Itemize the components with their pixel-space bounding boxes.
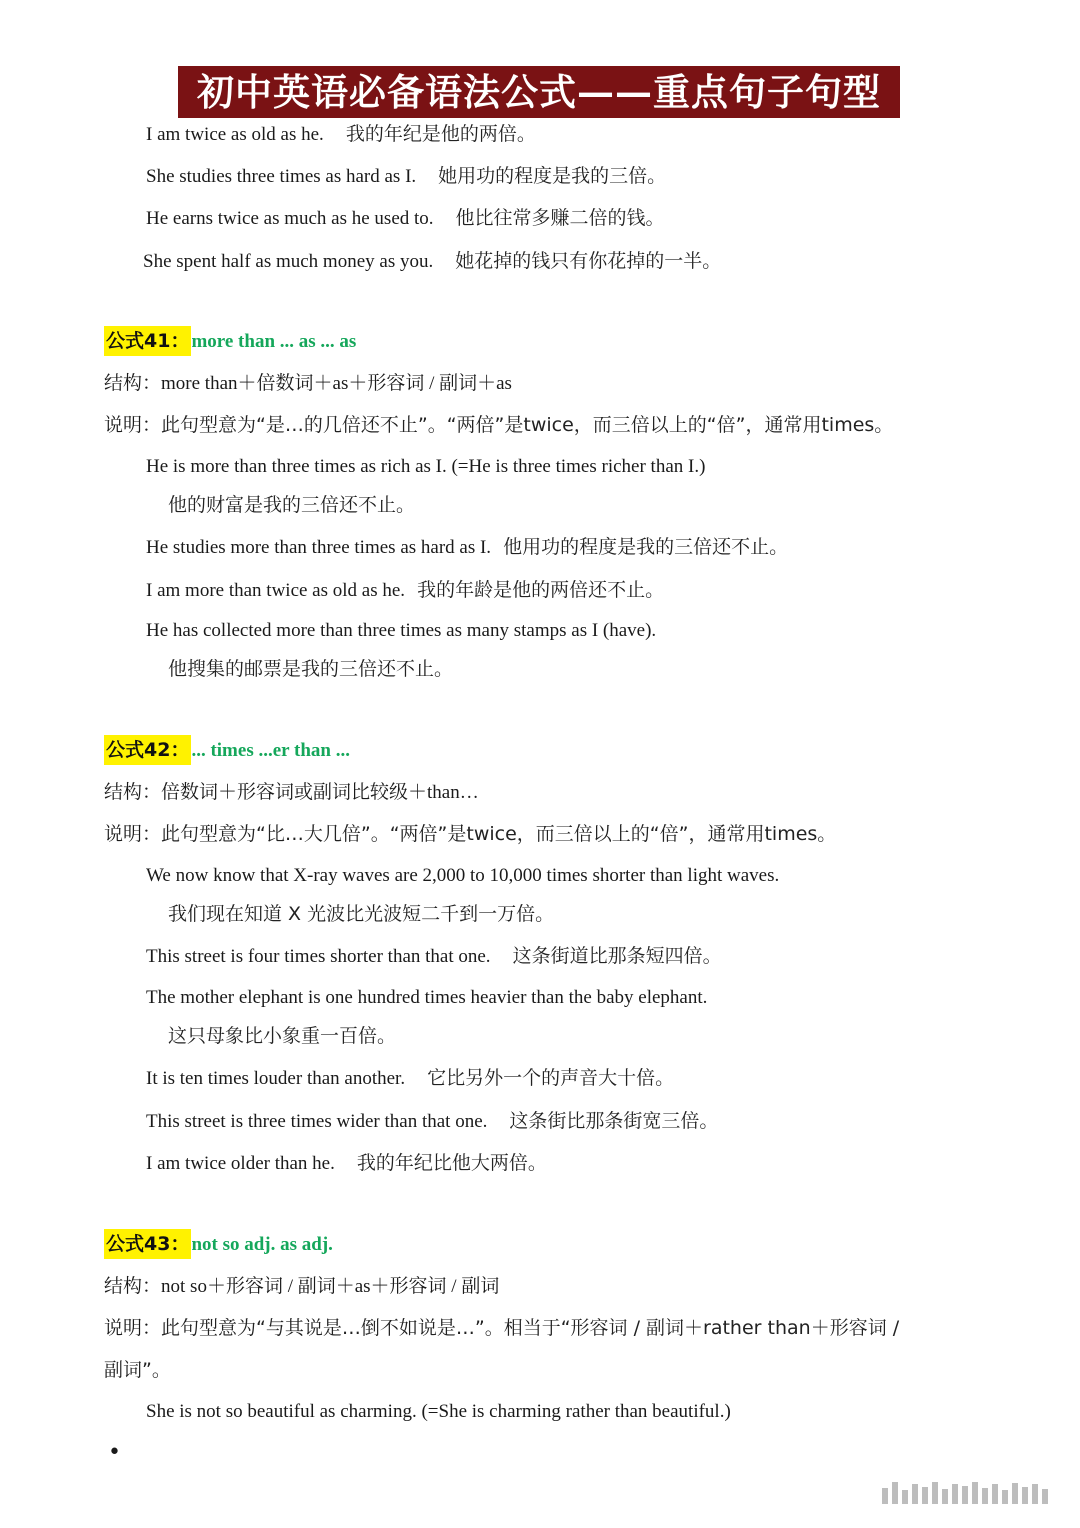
formula42-explanation: [104, 821, 836, 847]
formula42-example-3-zh: 这只母象比小象重一百倍。: [168, 1025, 397, 1047]
explain-text: 此句型意为“比…大几倍”。“两倍”是twice，而三倍以上的“倍”，通常用times。: [161, 823, 837, 845]
example-zh: 我的年纪比他大两倍。: [356, 1152, 547, 1174]
example-zh: 她花掉的钱只有你花掉的一半。: [455, 250, 722, 272]
formula42-example-4: [146, 1065, 674, 1092]
formula-pattern: not so adj. as adj.: [191, 1234, 333, 1255]
formula41-example-2: [146, 534, 788, 561]
explain-label: 说明：: [104, 1317, 162, 1339]
formula42-example-5: [146, 1108, 718, 1135]
formula41-heading: [104, 326, 356, 356]
example-en: She spent half as much money as you.: [143, 251, 434, 272]
example-zh: 她用功的程度是我的三倍。: [438, 165, 667, 187]
example-en: I am twice older than he.: [146, 1153, 335, 1174]
formula-pattern: more than ... as ... as: [191, 331, 357, 352]
watermark-icon: [880, 1478, 1060, 1508]
formula41-structure: [104, 370, 512, 397]
formula42-example-6: [146, 1150, 547, 1177]
structure-text: more than＋倍数词＋as＋形容词 / 副词＋as: [161, 373, 512, 394]
formula43-heading: [104, 1229, 333, 1259]
formula42-example-1-zh: 我们现在知道 X 光波比光波短二千到一万倍。: [168, 903, 555, 925]
explain-text: 此句型意为“是…的几倍还不止”。“两倍”是twice，而三倍以上的“倍”，通常用times。: [161, 414, 894, 436]
formula43-explanation-line2: 副词”。: [104, 1359, 171, 1381]
example-zh: 这条街道比那条短四倍。: [512, 945, 722, 967]
example-en: He earns twice as much as he used to.: [146, 208, 434, 229]
example-zh: 这条街比那条街宽三倍。: [509, 1110, 719, 1132]
formula43-structure: [104, 1273, 499, 1300]
formula42-example-2: [146, 943, 722, 970]
formula41-example-1-en: He is more than three times as rich as I. (=He is three times richer than I.): [146, 456, 706, 477]
formula41-example-1-zh: 他的财富是我的三倍还不止。: [168, 494, 416, 516]
intro-example-4: [143, 248, 721, 275]
formula42-heading: [104, 735, 350, 765]
formula-label: 公式42：: [104, 735, 191, 765]
intro-example-3: [146, 205, 665, 232]
example-en: This street is four times shorter than that one.: [146, 946, 491, 967]
example-en: This street is three times wider than that one.: [146, 1111, 488, 1132]
explain-label: 说明：: [104, 823, 162, 845]
structure-label: 结构：: [104, 372, 162, 394]
structure-text: not so＋形容词 / 副词＋as＋形容词 / 副词: [161, 1276, 500, 1297]
example-zh: 我的年龄是他的两倍还不止。: [417, 579, 665, 601]
example-en: She studies three times as hard as I.: [146, 166, 417, 187]
structure-label: 结构：: [104, 781, 162, 803]
example-zh: 他用功的程度是我的三倍还不止。: [503, 536, 789, 558]
formula-pattern: ... times ...er than ...: [191, 740, 350, 761]
example-en: He studies more than three times as hard as I.: [146, 537, 492, 558]
intro-example-2: [146, 163, 666, 190]
formula43-example-1-en: She is not so beautiful as charming. (=She is charming rather than beautiful.): [146, 1401, 731, 1422]
explain-text: 此句型意为“与其说是…倒不如说是…”。相当于“形容词 / 副词＋rather than＋形容词 /: [161, 1317, 900, 1339]
example-zh: 他比往常多赚二倍的钱。: [455, 207, 665, 229]
formula-label: 公式43：: [104, 1229, 191, 1259]
structure-label: 结构：: [104, 1275, 162, 1297]
example-zh: 我的年纪是他的两倍。: [345, 123, 536, 145]
bullet-dot: •: [108, 1440, 121, 1465]
example-en: It is ten times louder than another.: [146, 1068, 406, 1089]
page-title: 初中英语必备语法公式——重点句子句型: [178, 66, 900, 118]
explain-label: 说明：: [104, 414, 162, 436]
formula41-example-4-zh: 他搜集的邮票是我的三倍还不止。: [168, 658, 454, 680]
formula41-example-3: [146, 577, 664, 604]
example-en: I am more than twice as old as he.: [146, 580, 406, 601]
formula41-explanation: [104, 412, 893, 438]
formula43-explanation-line1: [104, 1315, 899, 1341]
formula42-example-3-en: The mother elephant is one hundred times heavier than the baby elephant.: [146, 987, 708, 1008]
formula42-structure: [104, 779, 479, 806]
structure-text: 倍数词＋形容词或副词比较级＋than…: [161, 782, 479, 803]
example-en: I am twice as old as he.: [146, 124, 324, 145]
intro-example-1: [146, 121, 536, 148]
formula42-example-1-en: We now know that X-ray waves are 2,000 to 10,000 times shorter than light waves.: [146, 865, 780, 886]
example-zh: 它比另外一个的声音大十倍。: [427, 1067, 675, 1089]
formula-label: 公式41：: [104, 326, 191, 356]
formula41-example-4-en: He has collected more than three times as many stamps as I (have).: [146, 620, 657, 641]
